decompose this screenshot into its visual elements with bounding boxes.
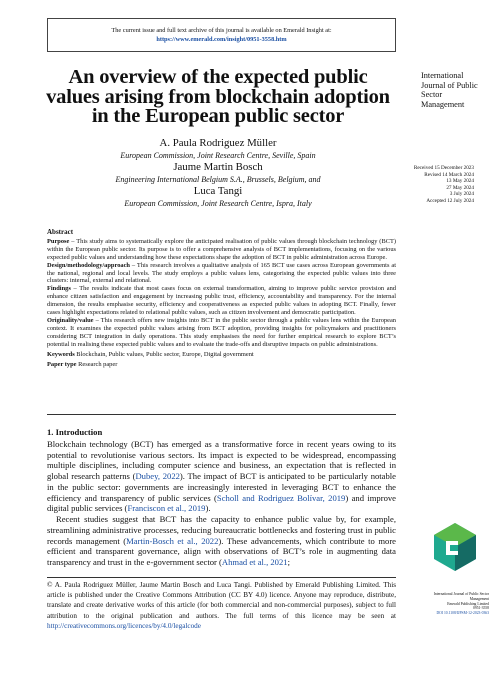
license-footnote bbox=[47, 580, 396, 631]
section-text: – This research involves a qualitative analysis of 165 BCT use cases across European governments at the national, regional and local levels. The study employs a public values lens, categorising the expected public values into three clusters: internal, external and relational. bbox=[47, 261, 396, 285]
abstract-originality bbox=[47, 317, 396, 349]
logo-graphic bbox=[432, 521, 478, 579]
citation-link[interactable]: Franciscon et al., 2019 bbox=[127, 503, 206, 514]
availability-banner bbox=[47, 18, 396, 52]
paragraph-text: ). bbox=[205, 503, 211, 514]
article-history-dates bbox=[388, 165, 474, 205]
date-line: 27 May 2024 bbox=[446, 184, 474, 191]
paragraph-text: ). These advancements, which contribute to more efficient and transparent governance, align with observations of BCT’s role in augmenting data transparency and trust in the e-government sector ( bbox=[47, 535, 396, 567]
journal-foot-line: Management bbox=[469, 596, 489, 601]
journal-name-margin bbox=[421, 71, 491, 109]
intro-paragraph bbox=[47, 439, 396, 514]
author-affiliation: European Commission, Joint Research Centre, Seville, Spain bbox=[120, 150, 316, 160]
intro-paragraph bbox=[47, 514, 396, 568]
author-name: A. Paula Rodriguez Müller bbox=[159, 137, 277, 149]
citation-link[interactable]: Martin-Bosch et al., 2022 bbox=[126, 535, 219, 546]
section-divider bbox=[47, 414, 396, 415]
citation-link[interactable]: Ahmad et al., 2021 bbox=[221, 557, 288, 567]
paper-type-line bbox=[47, 361, 396, 369]
abstract-heading: Abstract bbox=[47, 228, 74, 236]
logo-inner-cut bbox=[450, 545, 458, 551]
citation-link[interactable]: Dubey, 2022 bbox=[135, 471, 180, 481]
journal-foot-line: Emerald Publishing Limited bbox=[447, 601, 489, 606]
journal-foot-line: 0951-3558 bbox=[473, 606, 489, 611]
journal-footer-info bbox=[409, 592, 489, 616]
introduction-section bbox=[47, 427, 396, 568]
banner-text: The current issue and full text archive of this journal is available on Emerald Insight at: bbox=[111, 27, 332, 34]
article-title: An overview of the expected public values arising from blockchain adoption in the European public sector bbox=[46, 66, 390, 127]
abstract-findings bbox=[47, 285, 396, 317]
author-name: Luca Tangi bbox=[193, 185, 243, 197]
date-line: 13 May 2024 bbox=[446, 178, 474, 185]
paper-type-text: Research paper bbox=[76, 360, 118, 368]
doi-link[interactable]: DOI 10.1108/IJPSM-12-2023-0363 bbox=[436, 611, 489, 616]
journal-line: International bbox=[421, 71, 464, 80]
abstract-design bbox=[47, 262, 396, 286]
author-name: Jaume Martin Bosch bbox=[173, 161, 263, 173]
license-link[interactable]: http://creativecommons.org/licences/by/4.0/legalcode bbox=[47, 621, 201, 630]
paragraph-text: Recent studies suggest that BCT has the capacity to enhance public value by, for example, streamlining administrative processes, reducing bureaucratic bottlenecks and fostering trust in public records management ( bbox=[47, 514, 396, 546]
banner-url-link[interactable]: https://www.emerald.com/insight/0951-3558.htm bbox=[156, 36, 287, 43]
date-line: Accepted 12 July 2024 bbox=[426, 197, 474, 204]
author-block bbox=[40, 137, 396, 209]
license-text: © A. Paula Rodriguez Müller, Jaume Martin Bosch and Luca Tangi. Published by Emerald Publishing Limited. This article is published under the Creative Commons Attribution (CC BY 4.0) licence. Anyone may reproduce, distribute, translate and create derivative works of this article (for both commercial and non-commercial purposes), subject to full attribution to the original publication and authors. The full terms of this licence may be seen at bbox=[47, 581, 396, 620]
section-label: Design/methodology/approach bbox=[47, 261, 130, 269]
date-line: 3 July 2024 bbox=[449, 191, 474, 198]
paragraph-text: ; bbox=[287, 557, 290, 567]
section-text: – This study aims to systematically explore the anticipated realisation of public values through blockchain technology (BCT) within the European public sector. Its purpose is to offer a comprehensive analysis of BCT implementations, focusing on the various expected public values and understanding how these expectations shape the adoption of BCT in public administration across Europe. bbox=[47, 237, 396, 261]
section-label: Findings bbox=[47, 285, 71, 293]
author-affiliation: Engineering International Belgium S.A., Brussels, Belgium, and bbox=[115, 174, 321, 184]
paragraph-text: ). The impact of BCT is anticipated to be particularly notable in the public sector: governments are increasingly interested in leveraging BCT to enhance the efficiency and transparency of public services ( bbox=[47, 471, 396, 503]
citation-link[interactable]: Scholl and Rodriguez Bolívar, 2019 bbox=[216, 492, 346, 503]
author-affiliation: European Commission, Joint Research Centre, Ispra, Italy bbox=[124, 198, 312, 208]
abstract-purpose bbox=[47, 238, 396, 262]
paper-type-label: Paper type bbox=[47, 360, 77, 368]
emerald-logo-icon bbox=[432, 521, 478, 579]
keywords-label: Keywords bbox=[47, 350, 75, 358]
section-label: Purpose bbox=[47, 237, 70, 245]
footnote-divider bbox=[47, 577, 396, 578]
section-label: Originality/value bbox=[47, 316, 94, 324]
journal-line: Journal of Public bbox=[421, 80, 478, 90]
date-line: Received 15 December 2023 bbox=[413, 165, 474, 171]
paragraph-text: Blockchain technology (BCT) has emerged as a transformative force in recent years owing to its potential to revolutionise various sectors. Its impact is expected to be widespread, encompassing multiple disciplines, including computer science and business, an expectation that is reflected in global research patterns ( bbox=[47, 438, 396, 481]
introduction-heading: 1. Introduction bbox=[47, 427, 103, 437]
keywords-text: Blockchain, Public values, Public sector, Europe, Digital government bbox=[74, 350, 254, 358]
abstract-section bbox=[47, 229, 396, 368]
journal-line: Management bbox=[421, 99, 465, 109]
keywords-line bbox=[47, 351, 396, 359]
date-line: Revised 14 March 2024 bbox=[424, 171, 474, 178]
section-text: – This research offers new insights into BCT in the public sector through a public values lens within the European context. It examines the expected public values arising from BCT adoption, providing insights for policymakers and practitioners considering BCT integration in daily operations. This study emphasises the need for further empirical research to explore BCT’s potential in realising these expected public values and to evaluate the trade-offs and disruptive impacts on public administrations. bbox=[47, 316, 396, 348]
journal-line: Sector bbox=[421, 90, 443, 100]
section-text: – The results indicate that most cases focus on external transformation, aiming to improve public service provision and enhance citizen satisfaction and engagement by increasing public trust, efficiency, accountability and transparency. For the internal dimension, the results emphasise security, efficiency and cooperativeness as expected public values in adopting BCT. Finally, fewer cases highlight expectations related to relational public values, such as citizen involvement and democratic participation. bbox=[47, 285, 396, 317]
journal-foot-line: International Journal of Public Sector bbox=[433, 592, 489, 596]
paragraph-text: ) and improve digital public services ( bbox=[47, 492, 396, 514]
